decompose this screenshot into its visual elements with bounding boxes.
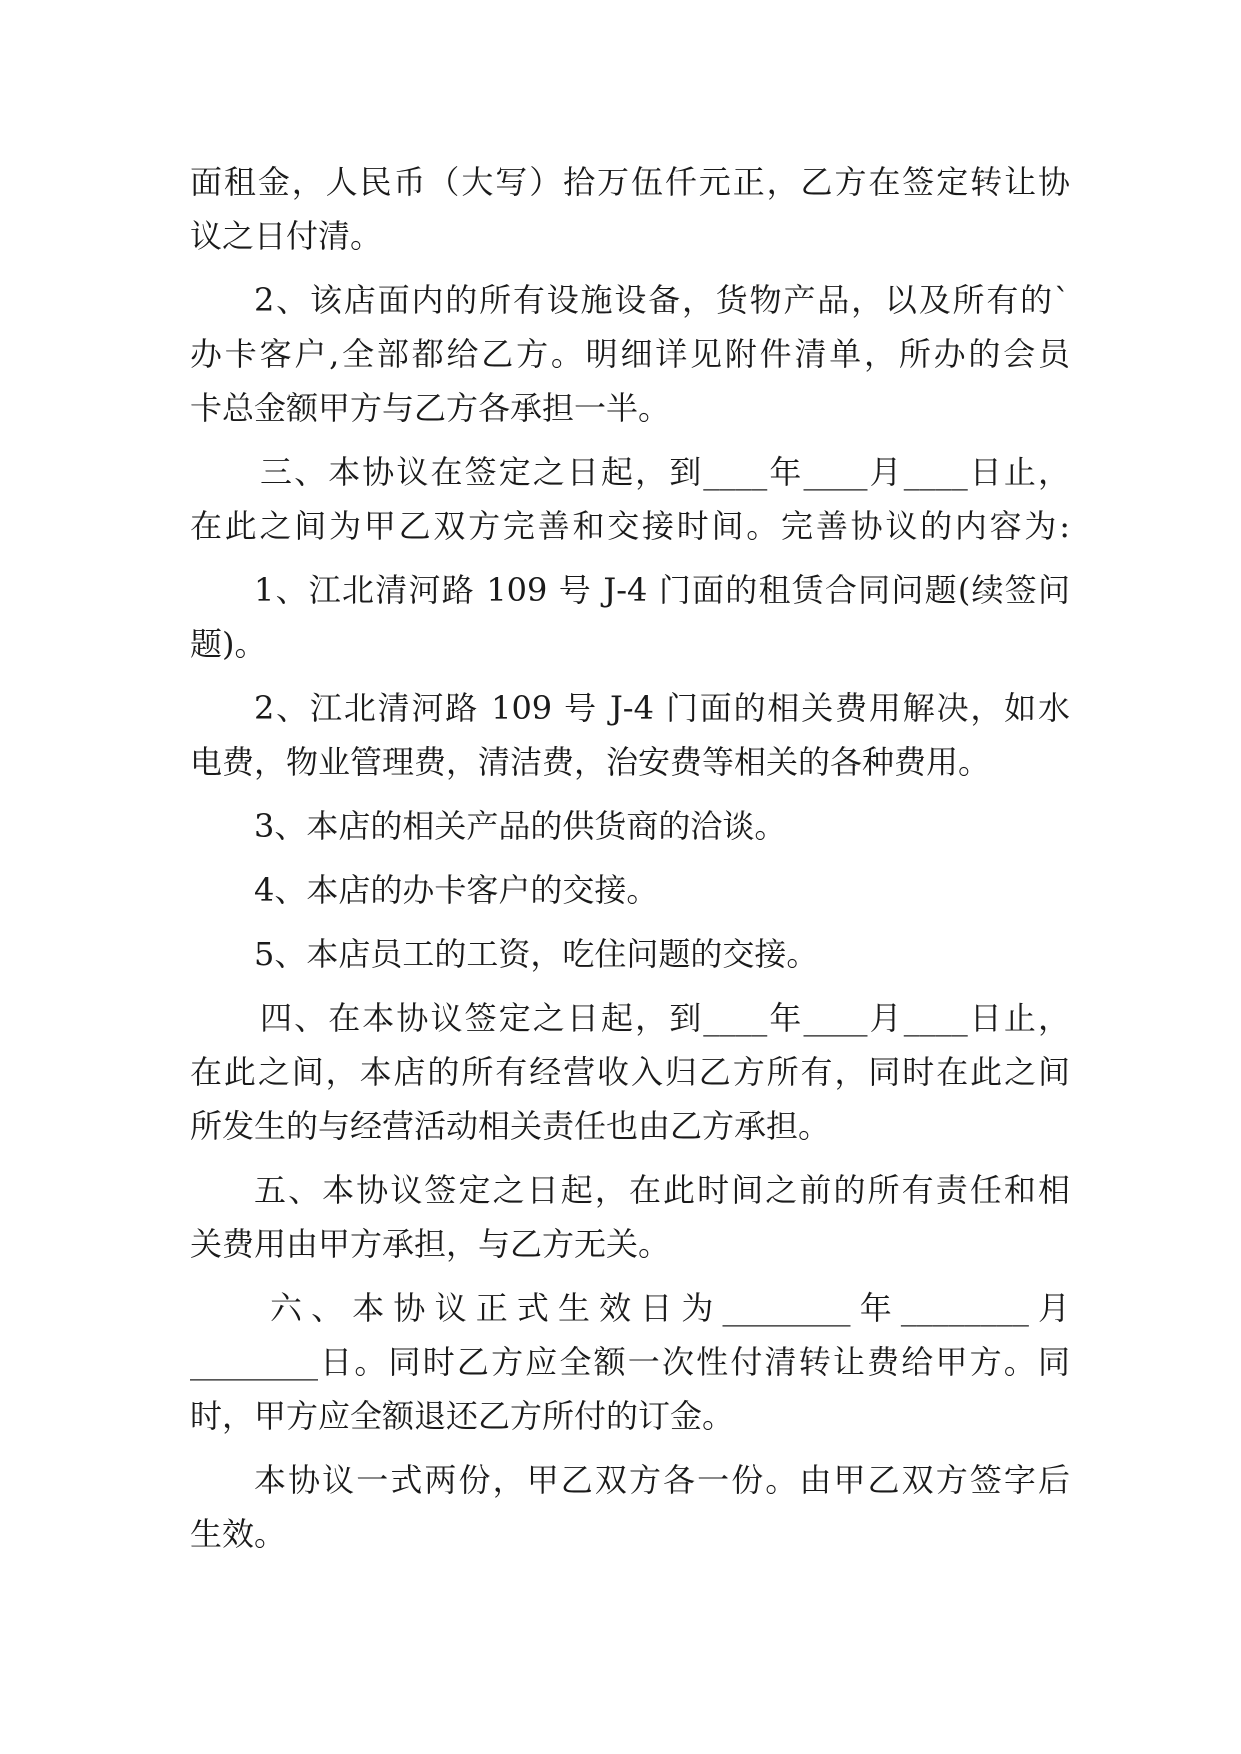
text-line-3: 2、该店面内的所有设施设备，货物产品，以及所有的` [254, 281, 1070, 319]
text-line-1: 面租金，人民币（大写）拾万伍仟元正，乙方在签定转让协 [190, 163, 1070, 201]
text-line-16: 在此之间，本店的所有经营收入归乙方所有，同时在此之间 [190, 1053, 1070, 1091]
text-line-20: 六、本协议正式生效日为________年________月 [270, 1289, 1070, 1327]
text-line-6: 三、本协议在签定之日起，到____年____月____日止， [260, 453, 1070, 491]
text-line-4: 办卡客户,全部都给乙方。明细详见附件清单，所办的会员 [190, 335, 1070, 373]
text-line-14: 5、本店员工的工资，吃住问题的交接。 [254, 935, 819, 973]
text-line-22: 时，甲方应全额退还乙方所付的订金。 [190, 1397, 735, 1435]
text-line-9: 题)。 [190, 625, 267, 663]
text-line-10: 2、江北清河路 109 号 J-4 门面的相关费用解决，如水 [254, 689, 1070, 727]
text-line-15: 四、在本协议签定之日起，到____年____月____日止， [260, 999, 1070, 1037]
text-line-8: 1、江北清河路 109 号 J-4 门面的租赁合同问题(续签问 [254, 571, 1070, 609]
text-line-18: 五、本协议签定之日起，在此时间之前的所有责任和相 [254, 1171, 1070, 1209]
text-line-12: 3、本店的相关产品的供货商的洽谈。 [254, 807, 787, 845]
text-line-21: ________日。同时乙方应全额一次性付清转让费给甲方。同 [190, 1343, 1070, 1381]
text-line-2: 议之日付清。 [190, 217, 383, 255]
text-line-13: 4、本店的办卡客户的交接。 [254, 871, 659, 909]
text-line-11: 电费，物业管理费，清洁费，治安费等相关的各种费用。 [190, 743, 991, 781]
text-line-5: 卡总金额甲方与乙方各承担一半。 [190, 389, 671, 427]
text-line-24: 生效。 [190, 1515, 287, 1553]
text-line-7: 在此之间为甲乙双方完善和交接时间。完善协议的内容为: [190, 507, 1070, 545]
text-line-23: 本协议一式两份，甲乙双方各一份。由甲乙双方签字后 [254, 1461, 1070, 1499]
text-line-17: 所发生的与经营活动相关责任也由乙方承担。 [190, 1107, 831, 1145]
text-line-19: 关费用由甲方承担，与乙方无关。 [190, 1225, 671, 1263]
